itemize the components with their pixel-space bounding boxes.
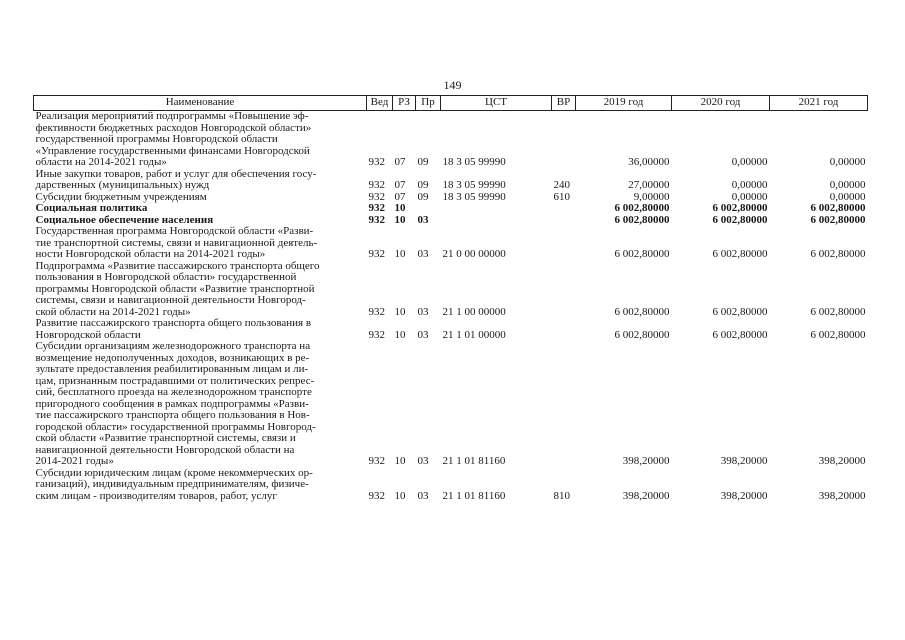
table-row: [34, 261, 868, 319]
table-row: [34, 468, 868, 503]
page-number: 149: [443, 78, 462, 92]
cell-vr: [552, 226, 576, 261]
cell-ved: 932: [368, 190, 385, 203]
cell-y2019: 27,00000: [628, 179, 670, 191]
header-2020: 2020 год: [672, 96, 770, 111]
cell-pr: 09: [417, 179, 429, 191]
table-row: [34, 203, 868, 215]
cell-cst: 18 3 05 99990: [442, 156, 506, 168]
cell-y2021: 0,00000: [829, 179, 866, 191]
header-name: Наименование: [34, 96, 367, 111]
cell-y2020: 0,00000: [731, 190, 768, 203]
cell-vr: 810: [553, 489, 570, 502]
cell-y2021: 6 002,80000: [810, 213, 866, 226]
cell-rz: 10: [394, 455, 406, 467]
header-pr: Пр: [416, 96, 441, 111]
cell-ved: 932: [368, 213, 385, 226]
cell-cst: 21 0 00 00000: [442, 248, 506, 260]
cell-y2020: 6 002,80000: [712, 248, 768, 260]
cell-ved: 932: [368, 489, 385, 502]
cell-y2021: 6 002,80000: [810, 328, 866, 341]
cell-vr: [552, 261, 576, 319]
cell-y2019: 6 002,80000: [614, 305, 670, 318]
cell-y2020: 6 002,80000: [712, 202, 768, 214]
cell-cst: 18 3 05 99990: [442, 179, 506, 191]
cell-cst: 21 1 00 00000: [442, 305, 506, 318]
cell-y2021: 0,00000: [829, 190, 866, 203]
cell-y2020: 0,00000: [731, 179, 768, 191]
cell-vr: [552, 215, 576, 227]
cell-y2021: 0,00000: [829, 156, 866, 168]
cell-y2021: 398,20000: [818, 455, 866, 467]
cell-pr: 09: [417, 190, 429, 203]
table-row: [34, 226, 868, 261]
cell-y2021: 6 002,80000: [810, 202, 866, 214]
header-rz: РЗ: [393, 96, 416, 111]
cell-y2019: 398,20000: [622, 455, 670, 467]
cell-pr: 03: [417, 305, 429, 318]
header-ved: Вед: [367, 96, 393, 111]
cell-pr: 03: [417, 213, 429, 226]
table-header-row: [34, 96, 868, 111]
cell-cst: [441, 203, 552, 215]
cell-name: Субсидии бюджетным учреждениям: [35, 190, 207, 203]
cell-y2019: 36,00000: [628, 156, 670, 168]
cell-cst: 18 3 05 99990: [442, 190, 506, 203]
cell-ved: 932: [368, 328, 385, 341]
cell-name: Социальное обеспечение населения: [35, 213, 214, 226]
cell-cst: [441, 215, 552, 227]
cell-ved: 932: [368, 455, 385, 467]
cell-y2019: 6 002,80000: [614, 202, 670, 214]
cell-y2020: 6 002,80000: [712, 213, 768, 226]
header-vr: ВР: [552, 96, 576, 111]
cell-rz: 07: [394, 156, 406, 168]
table-row: [34, 111, 868, 169]
cell-y2019: 6 002,80000: [614, 213, 670, 226]
cell-y2020: 398,20000: [720, 455, 768, 467]
cell-cst: 21 1 01 00000: [442, 328, 506, 341]
cell-y2021: 6 002,80000: [810, 248, 866, 260]
cell-rz: 07: [394, 179, 406, 191]
cell-y2021: 6 002,80000: [810, 305, 866, 318]
cell-pr: 03: [417, 328, 429, 341]
cell-pr: 03: [417, 455, 429, 467]
cell-rz: 10: [394, 213, 406, 226]
header-2021: 2021 год: [770, 96, 868, 111]
cell-rz: 07: [394, 190, 406, 203]
cell-vr: [552, 318, 576, 341]
table-body: [34, 111, 868, 503]
cell-name: Социальная политика: [35, 202, 148, 214]
cell-y2021: 398,20000: [818, 489, 866, 502]
cell-cst: 21 1 01 81160: [442, 489, 506, 502]
cell-ved: 932: [368, 179, 385, 191]
budget-table: [33, 95, 868, 502]
cell-name: Государственная программа Новгородской области «Разви- тие транспортной системы, связи и навигационной деятель- ности Новгородской области на 2014-2021 годы»: [35, 225, 318, 260]
header-cst: ЦСТ: [441, 96, 552, 111]
cell-pr: [416, 203, 441, 215]
cell-ved: 932: [368, 305, 385, 318]
cell-name: Подпрограмма «Развитие пассажирского транспорта общего пользования в Новгородской области» государственной программы Новгородской области «Развитие транспортной системы, связи и навигационной деятельности Новгород- ской области на 2014-2021 годы»: [35, 259, 320, 318]
cell-pr: 09: [417, 156, 429, 168]
cell-vr: [552, 341, 576, 468]
cell-name: Иные закупки товаров, работ и услуг для обеспечения госу- дарственных (муниципальных) нужд: [35, 167, 317, 191]
cell-ved: 932: [368, 202, 385, 214]
cell-name: Субсидии юридическим лицам (кроме некоммерческих ор- ганизаций), индивидуальным предпринимателям, физиче- ским лицам - производителям товаров, работ, услуг: [35, 466, 313, 502]
cell-ved: 932: [368, 248, 385, 260]
cell-y2020: 0,00000: [731, 156, 768, 168]
cell-rz: 10: [394, 328, 406, 341]
cell-y2020: 6 002,80000: [712, 305, 768, 318]
cell-rz: 10: [394, 248, 406, 260]
cell-cst: 21 1 01 81160: [442, 455, 506, 467]
cell-rz: 10: [394, 305, 406, 318]
cell-pr: 03: [417, 248, 429, 260]
cell-y2019: 9,00000: [633, 190, 670, 203]
table-row: [34, 169, 868, 192]
cell-name: Развитие пассажирского транспорта общего пользования в Новгородской области: [35, 317, 312, 341]
cell-vr: [552, 203, 576, 215]
cell-y2020: 6 002,80000: [712, 328, 768, 341]
cell-y2019: 6 002,80000: [614, 328, 670, 341]
cell-pr: 03: [417, 489, 429, 502]
cell-rz: 10: [394, 202, 406, 214]
cell-vr: [552, 111, 576, 169]
cell-y2019: 398,20000: [622, 489, 670, 502]
cell-rz: 10: [394, 489, 406, 502]
header-2019: 2019 год: [576, 96, 672, 111]
cell-ved: 932: [368, 156, 385, 168]
cell-name: Субсидии организациям железнодорожного транспорта на возмещение недополученных доходов, возникающих в ре- зультате предоставления реабилитированным лицам и ли- цам, признанным пострадавшими от политических репрес- сий, бесплатного проезда на железнодорожном транспорте пригородного сообщения в рамках подпрограммы «Разви- тие пассажирского транспорта общего пользования в Нов- городской области» государственной программы Новгород- ской области «Развитие транспортной системы, связи и навигационной деятельности Новгородской области на 2014-2021 годы»: [35, 340, 316, 467]
cell-y2020: 398,20000: [720, 489, 768, 502]
table-row: [34, 318, 868, 341]
cell-vr: 610: [553, 190, 570, 203]
table-row: [34, 341, 868, 468]
cell-name: Реализация мероприятий подпрограммы «Повышение эф- фективности бюджетных расходов Новгородской области» государственной программы Новгородской области «Управление государственными финансами Новгородской области на 2014-2021 годы»: [35, 110, 312, 168]
cell-vr: 240: [553, 179, 570, 191]
cell-y2019: 6 002,80000: [614, 248, 670, 260]
